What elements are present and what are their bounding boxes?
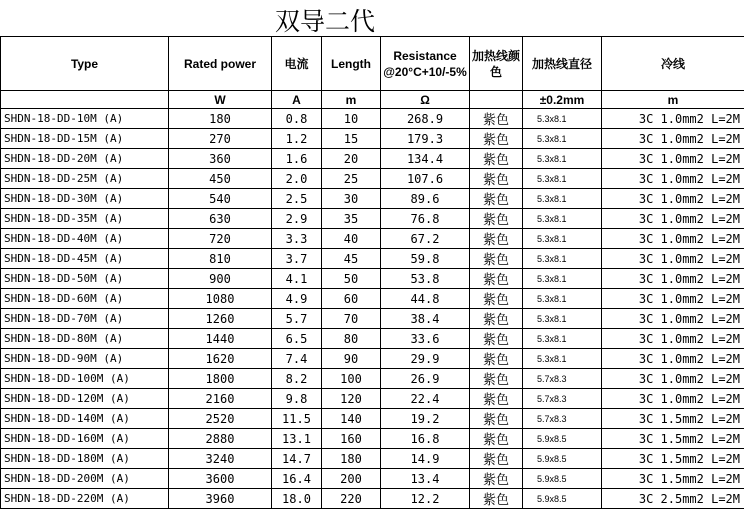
cell-current: 16.4 <box>272 469 322 489</box>
table-row <box>1 429 744 449</box>
cell-length: 35 <box>322 209 381 229</box>
cell-power: 3960 <box>169 489 272 509</box>
cell-cold-lead: 3C 1.5mm2 L=2M <box>602 469 744 489</box>
cell-length: 80 <box>322 329 381 349</box>
cell-length: 70 <box>322 309 381 329</box>
cell-cold-lead: 3C 1.0mm2 L=2M <box>602 109 744 129</box>
table-row <box>1 289 744 309</box>
cell-current: 4.1 <box>272 269 322 289</box>
cell-color: 紫色 <box>470 349 523 369</box>
cell-current: 6.5 <box>272 329 322 349</box>
cell-current: 11.5 <box>272 409 322 429</box>
cell-color: 紫色 <box>470 269 523 289</box>
cell-length: 10 <box>322 109 381 129</box>
cell-diameter: 5.7x8.3 <box>523 369 602 389</box>
cell-color: 紫色 <box>470 489 523 509</box>
cell-type: SHDN-18-DD-15M (A) <box>1 129 169 149</box>
cell-type: SHDN-18-DD-80M (A) <box>1 329 169 349</box>
cell-current: 4.9 <box>272 289 322 309</box>
cell-length: 200 <box>322 469 381 489</box>
cell-length: 50 <box>322 269 381 289</box>
cell-cold-lead: 3C 1.0mm2 L=2M <box>602 229 744 249</box>
cell-power: 3240 <box>169 449 272 469</box>
cell-type: SHDN-18-DD-60M (A) <box>1 289 169 309</box>
cell-resistance: 89.6 <box>381 189 470 209</box>
table-row <box>1 369 744 389</box>
cell-diameter: 5.3x8.1 <box>523 189 602 209</box>
cell-cold-lead: 3C 1.0mm2 L=2M <box>602 329 744 349</box>
cell-power: 270 <box>169 129 272 149</box>
cell-type: SHDN-18-DD-30M (A) <box>1 189 169 209</box>
header-type: Type <box>1 37 169 91</box>
table-row <box>1 469 744 489</box>
cell-diameter: 5.7x8.3 <box>523 409 602 429</box>
cell-diameter: 5.3x8.1 <box>523 309 602 329</box>
cell-type: SHDN-18-DD-120M (A) <box>1 389 169 409</box>
unit-resistance: Ω <box>381 91 470 109</box>
cell-power: 3600 <box>169 469 272 489</box>
cell-color: 紫色 <box>470 249 523 269</box>
cell-cold-lead: 3C 1.5mm2 L=2M <box>602 409 744 429</box>
cell-color: 紫色 <box>470 189 523 209</box>
unit-rated-power: W <box>169 91 272 109</box>
cell-cold-lead: 3C 1.0mm2 L=2M <box>602 349 744 369</box>
cell-current: 1.6 <box>272 149 322 169</box>
table-row <box>1 209 744 229</box>
cell-cold-lead: 3C 1.0mm2 L=2M <box>602 149 744 169</box>
cell-color: 紫色 <box>470 409 523 429</box>
unit-current: A <box>272 91 322 109</box>
cell-resistance: 67.2 <box>381 229 470 249</box>
cell-resistance: 179.3 <box>381 129 470 149</box>
cell-power: 2160 <box>169 389 272 409</box>
cell-current: 13.1 <box>272 429 322 449</box>
cell-current: 3.7 <box>272 249 322 269</box>
cell-power: 1800 <box>169 369 272 389</box>
cell-length: 45 <box>322 249 381 269</box>
table-row <box>1 489 744 509</box>
cell-type: SHDN-18-DD-40M (A) <box>1 229 169 249</box>
header-current: 电流 <box>272 37 322 91</box>
cell-color: 紫色 <box>470 469 523 489</box>
cell-color: 紫色 <box>470 209 523 229</box>
cell-type: SHDN-18-DD-220M (A) <box>1 489 169 509</box>
cell-power: 1620 <box>169 349 272 369</box>
cell-power: 1080 <box>169 289 272 309</box>
cell-current: 9.8 <box>272 389 322 409</box>
cell-length: 15 <box>322 129 381 149</box>
cell-diameter: 5.3x8.1 <box>523 169 602 189</box>
cell-diameter: 5.9x8.5 <box>523 429 602 449</box>
cell-resistance: 44.8 <box>381 289 470 309</box>
cell-cold-lead: 3C 1.0mm2 L=2M <box>602 249 744 269</box>
cell-type: SHDN-18-DD-90M (A) <box>1 349 169 369</box>
cell-diameter: 5.3x8.1 <box>523 109 602 129</box>
cell-diameter: 5.3x8.1 <box>523 349 602 369</box>
cell-length: 100 <box>322 369 381 389</box>
table-row <box>1 149 744 169</box>
header-resistance: Resistance @20°C+10/-5% <box>381 37 470 91</box>
sheet-title: 双导二代 <box>275 2 375 38</box>
cell-power: 630 <box>169 209 272 229</box>
cell-power: 2880 <box>169 429 272 449</box>
cell-diameter: 5.3x8.1 <box>523 229 602 249</box>
unit-heat-color <box>470 91 523 109</box>
cell-type: SHDN-18-DD-35M (A) <box>1 209 169 229</box>
cell-current: 18.0 <box>272 489 322 509</box>
cell-color: 紫色 <box>470 149 523 169</box>
cell-power: 720 <box>169 229 272 249</box>
cell-length: 140 <box>322 409 381 429</box>
cell-resistance: 12.2 <box>381 489 470 509</box>
cell-diameter: 5.9x8.5 <box>523 489 602 509</box>
cell-type: SHDN-18-DD-160M (A) <box>1 429 169 449</box>
cell-cold-lead: 3C 1.0mm2 L=2M <box>602 169 744 189</box>
cell-current: 5.7 <box>272 309 322 329</box>
cell-length: 220 <box>322 489 381 509</box>
cell-resistance: 16.8 <box>381 429 470 449</box>
cell-type: SHDN-18-DD-45M (A) <box>1 249 169 269</box>
cell-length: 120 <box>322 389 381 409</box>
cell-type: SHDN-18-DD-100M (A) <box>1 369 169 389</box>
title-row <box>0 0 744 37</box>
cell-length: 160 <box>322 429 381 449</box>
cell-current: 2.0 <box>272 169 322 189</box>
cell-current: 1.2 <box>272 129 322 149</box>
cell-length: 180 <box>322 449 381 469</box>
cell-length: 60 <box>322 289 381 309</box>
cell-length: 90 <box>322 349 381 369</box>
cell-cold-lead: 3C 1.5mm2 L=2M <box>602 429 744 449</box>
cell-power: 900 <box>169 269 272 289</box>
cell-power: 1440 <box>169 329 272 349</box>
cell-resistance: 22.4 <box>381 389 470 409</box>
header-rated-power: Rated power <box>169 37 272 91</box>
cell-cold-lead: 3C 1.0mm2 L=2M <box>602 309 744 329</box>
unit-cold-lead: m <box>602 91 744 109</box>
cell-type: SHDN-18-DD-200M (A) <box>1 469 169 489</box>
cell-type: SHDN-18-DD-50M (A) <box>1 269 169 289</box>
table-row <box>1 349 744 369</box>
table-row <box>1 169 744 189</box>
cell-type: SHDN-18-DD-25M (A) <box>1 169 169 189</box>
cell-resistance: 19.2 <box>381 409 470 429</box>
cell-cold-lead: 3C 1.0mm2 L=2M <box>602 209 744 229</box>
cell-power: 360 <box>169 149 272 169</box>
cell-current: 3.3 <box>272 229 322 249</box>
cell-power: 1260 <box>169 309 272 329</box>
cell-length: 25 <box>322 169 381 189</box>
cell-color: 紫色 <box>470 449 523 469</box>
cell-type: SHDN-18-DD-10M (A) <box>1 109 169 129</box>
cell-length: 20 <box>322 149 381 169</box>
cell-current: 2.9 <box>272 209 322 229</box>
header-length: Length <box>322 37 381 91</box>
table-row <box>1 309 744 329</box>
cell-resistance: 33.6 <box>381 329 470 349</box>
header-heat-diameter: 加热线直径 <box>523 37 602 91</box>
cell-color: 紫色 <box>470 369 523 389</box>
cell-diameter: 5.3x8.1 <box>523 129 602 149</box>
header-heat-color: 加热线颜色 <box>470 37 523 91</box>
cell-resistance: 53.8 <box>381 269 470 289</box>
table-row <box>1 109 744 129</box>
cell-current: 8.2 <box>272 369 322 389</box>
cell-type: SHDN-18-DD-140M (A) <box>1 409 169 429</box>
table-row <box>1 189 744 209</box>
cell-color: 紫色 <box>470 229 523 249</box>
table-row <box>1 329 744 349</box>
cell-diameter: 5.3x8.1 <box>523 149 602 169</box>
cell-diameter: 5.3x8.1 <box>523 289 602 309</box>
cell-diameter: 5.7x8.3 <box>523 389 602 409</box>
cell-resistance: 38.4 <box>381 309 470 329</box>
cell-resistance: 268.9 <box>381 109 470 129</box>
unit-heat-diameter: ±0.2mm <box>523 91 602 109</box>
cell-resistance: 107.6 <box>381 169 470 189</box>
cell-color: 紫色 <box>470 389 523 409</box>
cell-color: 紫色 <box>470 129 523 149</box>
cell-current: 2.5 <box>272 189 322 209</box>
cell-type: SHDN-18-DD-20M (A) <box>1 149 169 169</box>
cell-diameter: 5.3x8.1 <box>523 209 602 229</box>
cell-color: 紫色 <box>470 429 523 449</box>
cell-color: 紫色 <box>470 169 523 189</box>
table-row <box>1 229 744 249</box>
cell-color: 紫色 <box>470 309 523 329</box>
table-row <box>1 409 744 429</box>
cell-cold-lead: 3C 1.0mm2 L=2M <box>602 289 744 309</box>
cell-current: 7.4 <box>272 349 322 369</box>
cell-resistance: 13.4 <box>381 469 470 489</box>
cell-diameter: 5.3x8.1 <box>523 329 602 349</box>
cell-type: SHDN-18-DD-180M (A) <box>1 449 169 469</box>
header-cold-lead: 冷线 <box>602 37 744 91</box>
cell-resistance: 59.8 <box>381 249 470 269</box>
table-row <box>1 449 744 469</box>
cell-power: 450 <box>169 169 272 189</box>
cell-resistance: 29.9 <box>381 349 470 369</box>
cell-diameter: 5.3x8.1 <box>523 269 602 289</box>
cell-length: 30 <box>322 189 381 209</box>
cell-length: 40 <box>322 229 381 249</box>
cell-color: 紫色 <box>470 289 523 309</box>
table-row <box>1 249 744 269</box>
cell-cold-lead: 3C 1.0mm2 L=2M <box>602 269 744 289</box>
cell-current: 0.8 <box>272 109 322 129</box>
cell-color: 紫色 <box>470 329 523 349</box>
cell-cold-lead: 3C 1.0mm2 L=2M <box>602 389 744 409</box>
cell-resistance: 134.4 <box>381 149 470 169</box>
cell-cold-lead: 3C 1.5mm2 L=2M <box>602 449 744 469</box>
unit-length: m <box>322 91 381 109</box>
cell-power: 540 <box>169 189 272 209</box>
cell-type: SHDN-18-DD-70M (A) <box>1 309 169 329</box>
cell-resistance: 76.8 <box>381 209 470 229</box>
cell-color: 紫色 <box>470 109 523 129</box>
cell-cold-lead: 3C 1.0mm2 L=2M <box>602 189 744 209</box>
cell-resistance: 26.9 <box>381 369 470 389</box>
unit-type <box>1 91 169 109</box>
cell-resistance: 14.9 <box>381 449 470 469</box>
cell-cold-lead: 3C 2.5mm2 L=2M <box>602 489 744 509</box>
cell-cold-lead: 3C 1.0mm2 L=2M <box>602 129 744 149</box>
cell-power: 2520 <box>169 409 272 429</box>
table-row <box>1 129 744 149</box>
cell-diameter: 5.3x8.1 <box>523 249 602 269</box>
cell-power: 810 <box>169 249 272 269</box>
cell-cold-lead: 3C 1.0mm2 L=2M <box>602 369 744 389</box>
cell-diameter: 5.9x8.5 <box>523 449 602 469</box>
cell-power: 180 <box>169 109 272 129</box>
table-row <box>1 389 744 409</box>
spec-table <box>0 36 744 509</box>
table-row <box>1 269 744 289</box>
cell-current: 14.7 <box>272 449 322 469</box>
cell-diameter: 5.9x8.5 <box>523 469 602 489</box>
